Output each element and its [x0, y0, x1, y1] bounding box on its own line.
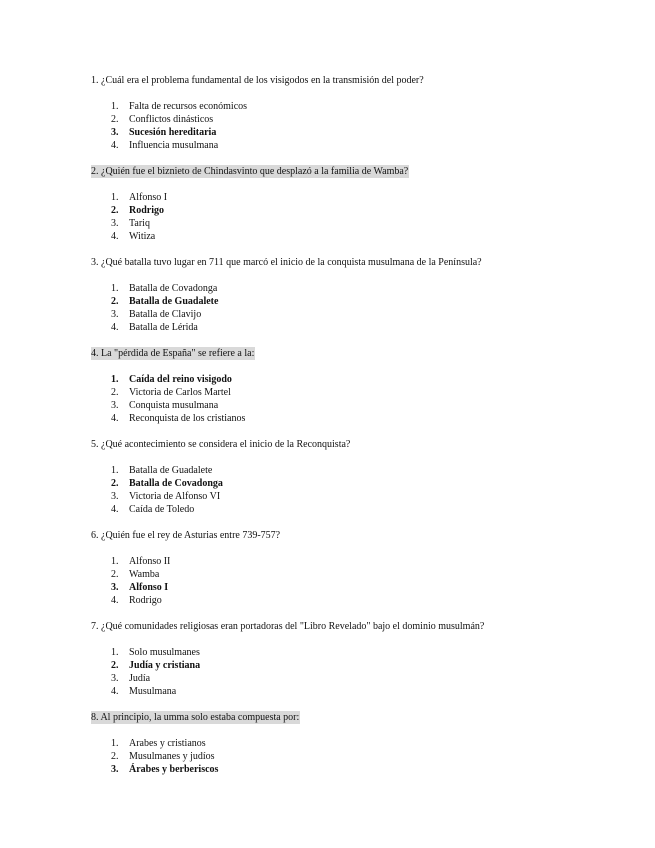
question-text — [91, 620, 611, 633]
option-item — [111, 321, 611, 334]
option-text: Falta de recursos económicos — [129, 101, 248, 112]
question-block — [91, 74, 611, 152]
option-number: 4. — [111, 140, 119, 151]
correct-option — [111, 581, 611, 594]
option-text: Conflictos dinásticos — [129, 114, 214, 125]
question-block — [91, 347, 611, 425]
option-text: Witiza — [129, 231, 156, 242]
option-text: Judía y cristiana — [129, 660, 201, 671]
option-number: 2. — [111, 660, 119, 671]
option-item — [111, 646, 611, 659]
option-number: 2. — [111, 296, 119, 307]
option-text: Caída de Toledo — [129, 504, 195, 515]
option-text: Wamba — [129, 569, 160, 580]
option-text: Arabes y cristianos — [129, 738, 206, 749]
correct-option — [111, 204, 611, 217]
option-number: 2. — [111, 205, 119, 216]
option-text: Rodrigo — [129, 205, 164, 216]
option-number: 3. — [111, 491, 119, 502]
option-text: Alfonso II — [129, 556, 171, 567]
option-item — [111, 490, 611, 503]
option-number: 2. — [111, 478, 119, 489]
option-number: 3. — [111, 309, 119, 320]
option-item — [111, 737, 611, 750]
option-number: 4. — [111, 231, 119, 242]
option-item — [111, 113, 611, 126]
option-item — [111, 399, 611, 412]
option-number: 3. — [111, 582, 119, 593]
question-block — [91, 165, 611, 243]
option-text: Musulmanes y judíos — [129, 751, 215, 762]
option-item — [111, 503, 611, 516]
option-number: 1. — [111, 738, 119, 749]
option-number: 2. — [111, 751, 119, 762]
options-list — [91, 282, 611, 334]
options-list — [91, 100, 611, 152]
option-item — [111, 100, 611, 113]
option-number: 3. — [111, 673, 119, 684]
option-number: 1. — [111, 374, 119, 385]
options-list — [91, 373, 611, 425]
option-item — [111, 217, 611, 230]
question-text — [91, 256, 611, 269]
option-item — [111, 568, 611, 581]
option-number: 4. — [111, 413, 119, 424]
question-text — [91, 711, 611, 724]
question-block — [91, 711, 611, 776]
correct-option — [111, 659, 611, 672]
option-item — [111, 555, 611, 568]
option-text: Alfonso I — [129, 192, 168, 203]
correct-option — [111, 373, 611, 386]
question-label: 5. ¿Qué acontecimiento se considera el inicio de la Reconquista? — [91, 439, 351, 450]
option-number: 1. — [111, 101, 119, 112]
option-number: 4. — [111, 595, 119, 606]
option-item — [111, 464, 611, 477]
option-text: Batalla de Lérida — [129, 322, 198, 333]
question-block — [91, 529, 611, 607]
option-text: Judía — [129, 673, 151, 684]
correct-option — [111, 477, 611, 490]
question-label: 3. ¿Qué batalla tuvo lugar en 711 que marcó el inicio de la conquista musulmana de la Península? — [91, 257, 482, 268]
option-text: Alfonso I — [129, 582, 169, 593]
option-number: 3. — [111, 400, 119, 411]
option-number: 3. — [111, 218, 119, 229]
correct-option — [111, 126, 611, 139]
option-text: Rodrigo — [129, 595, 162, 606]
option-item — [111, 139, 611, 152]
question-text — [91, 347, 611, 360]
option-text: Batalla de Clavijo — [129, 309, 202, 320]
option-text: Árabes y berberiscos — [129, 764, 219, 775]
option-text: Reconquista de los cristianos — [129, 413, 246, 424]
option-number: 2. — [111, 569, 119, 580]
highlighted-question-label: 4. La "pérdida de España" se refiere a la: — [91, 348, 255, 359]
option-number: 1. — [111, 647, 119, 658]
option-text: Batalla de Guadalete — [129, 296, 219, 307]
option-number: 3. — [111, 127, 119, 138]
option-number: 2. — [111, 387, 119, 398]
option-item — [111, 685, 611, 698]
option-number: 1. — [111, 283, 119, 294]
option-number: 3. — [111, 764, 119, 775]
option-item — [111, 191, 611, 204]
options-list — [91, 464, 611, 516]
option-item — [111, 308, 611, 321]
options-list — [91, 646, 611, 698]
question-label: 7. ¿Qué comunidades religiosas eran portadoras del "Libro Revelado" bajo el dominio musulmán? — [91, 621, 485, 632]
option-text: Solo musulmanes — [129, 647, 200, 658]
option-text: Influencia musulmana — [129, 140, 219, 151]
option-item — [111, 282, 611, 295]
question-label: 6. ¿Quién fue el rey de Asturias entre 739-757? — [91, 530, 281, 541]
option-text: Musulmana — [129, 686, 177, 697]
option-text: Sucesión hereditaria — [129, 127, 217, 138]
question-text — [91, 529, 611, 542]
option-text: Caída del reino visigodo — [129, 374, 232, 385]
option-number: 1. — [111, 192, 119, 203]
correct-option — [111, 295, 611, 308]
options-list — [91, 555, 611, 607]
question-text — [91, 74, 611, 87]
question-label: 1. ¿Cuál era el problema fundamental de los visigodos en la transmisión del poder? — [91, 75, 424, 86]
option-item — [111, 386, 611, 399]
question-text — [91, 438, 611, 451]
option-number: 4. — [111, 322, 119, 333]
option-number: 1. — [111, 465, 119, 476]
quiz-document — [91, 74, 611, 789]
option-number: 4. — [111, 504, 119, 515]
option-item — [111, 594, 611, 607]
question-block — [91, 620, 611, 698]
option-number: 2. — [111, 114, 119, 125]
highlighted-question-label: 2. ¿Quién fue el biznieto de Chindasvinto que desplazó a la familia de Wamba? — [91, 166, 409, 177]
option-item — [111, 230, 611, 243]
question-text — [91, 165, 611, 178]
options-list — [91, 191, 611, 243]
option-number: 4. — [111, 686, 119, 697]
option-text: Batalla de Guadalete — [129, 465, 213, 476]
option-item — [111, 750, 611, 763]
question-block — [91, 438, 611, 516]
question-block — [91, 256, 611, 334]
option-text: Tariq — [129, 218, 150, 229]
option-text: Victoria de Alfonso VI — [129, 491, 221, 502]
correct-option — [111, 763, 611, 776]
highlighted-question-label: 8. Al principio, la umma solo estaba compuesta por: — [91, 712, 300, 723]
option-text: Victoria de Carlos Martel — [129, 387, 231, 398]
option-item — [111, 412, 611, 425]
option-number: 1. — [111, 556, 119, 567]
options-list — [91, 737, 611, 776]
option-text: Conquista musulmana — [129, 400, 219, 411]
option-text: Batalla de Covadonga — [129, 283, 218, 294]
option-item — [111, 672, 611, 685]
option-text: Batalla de Covadonga — [129, 478, 223, 489]
